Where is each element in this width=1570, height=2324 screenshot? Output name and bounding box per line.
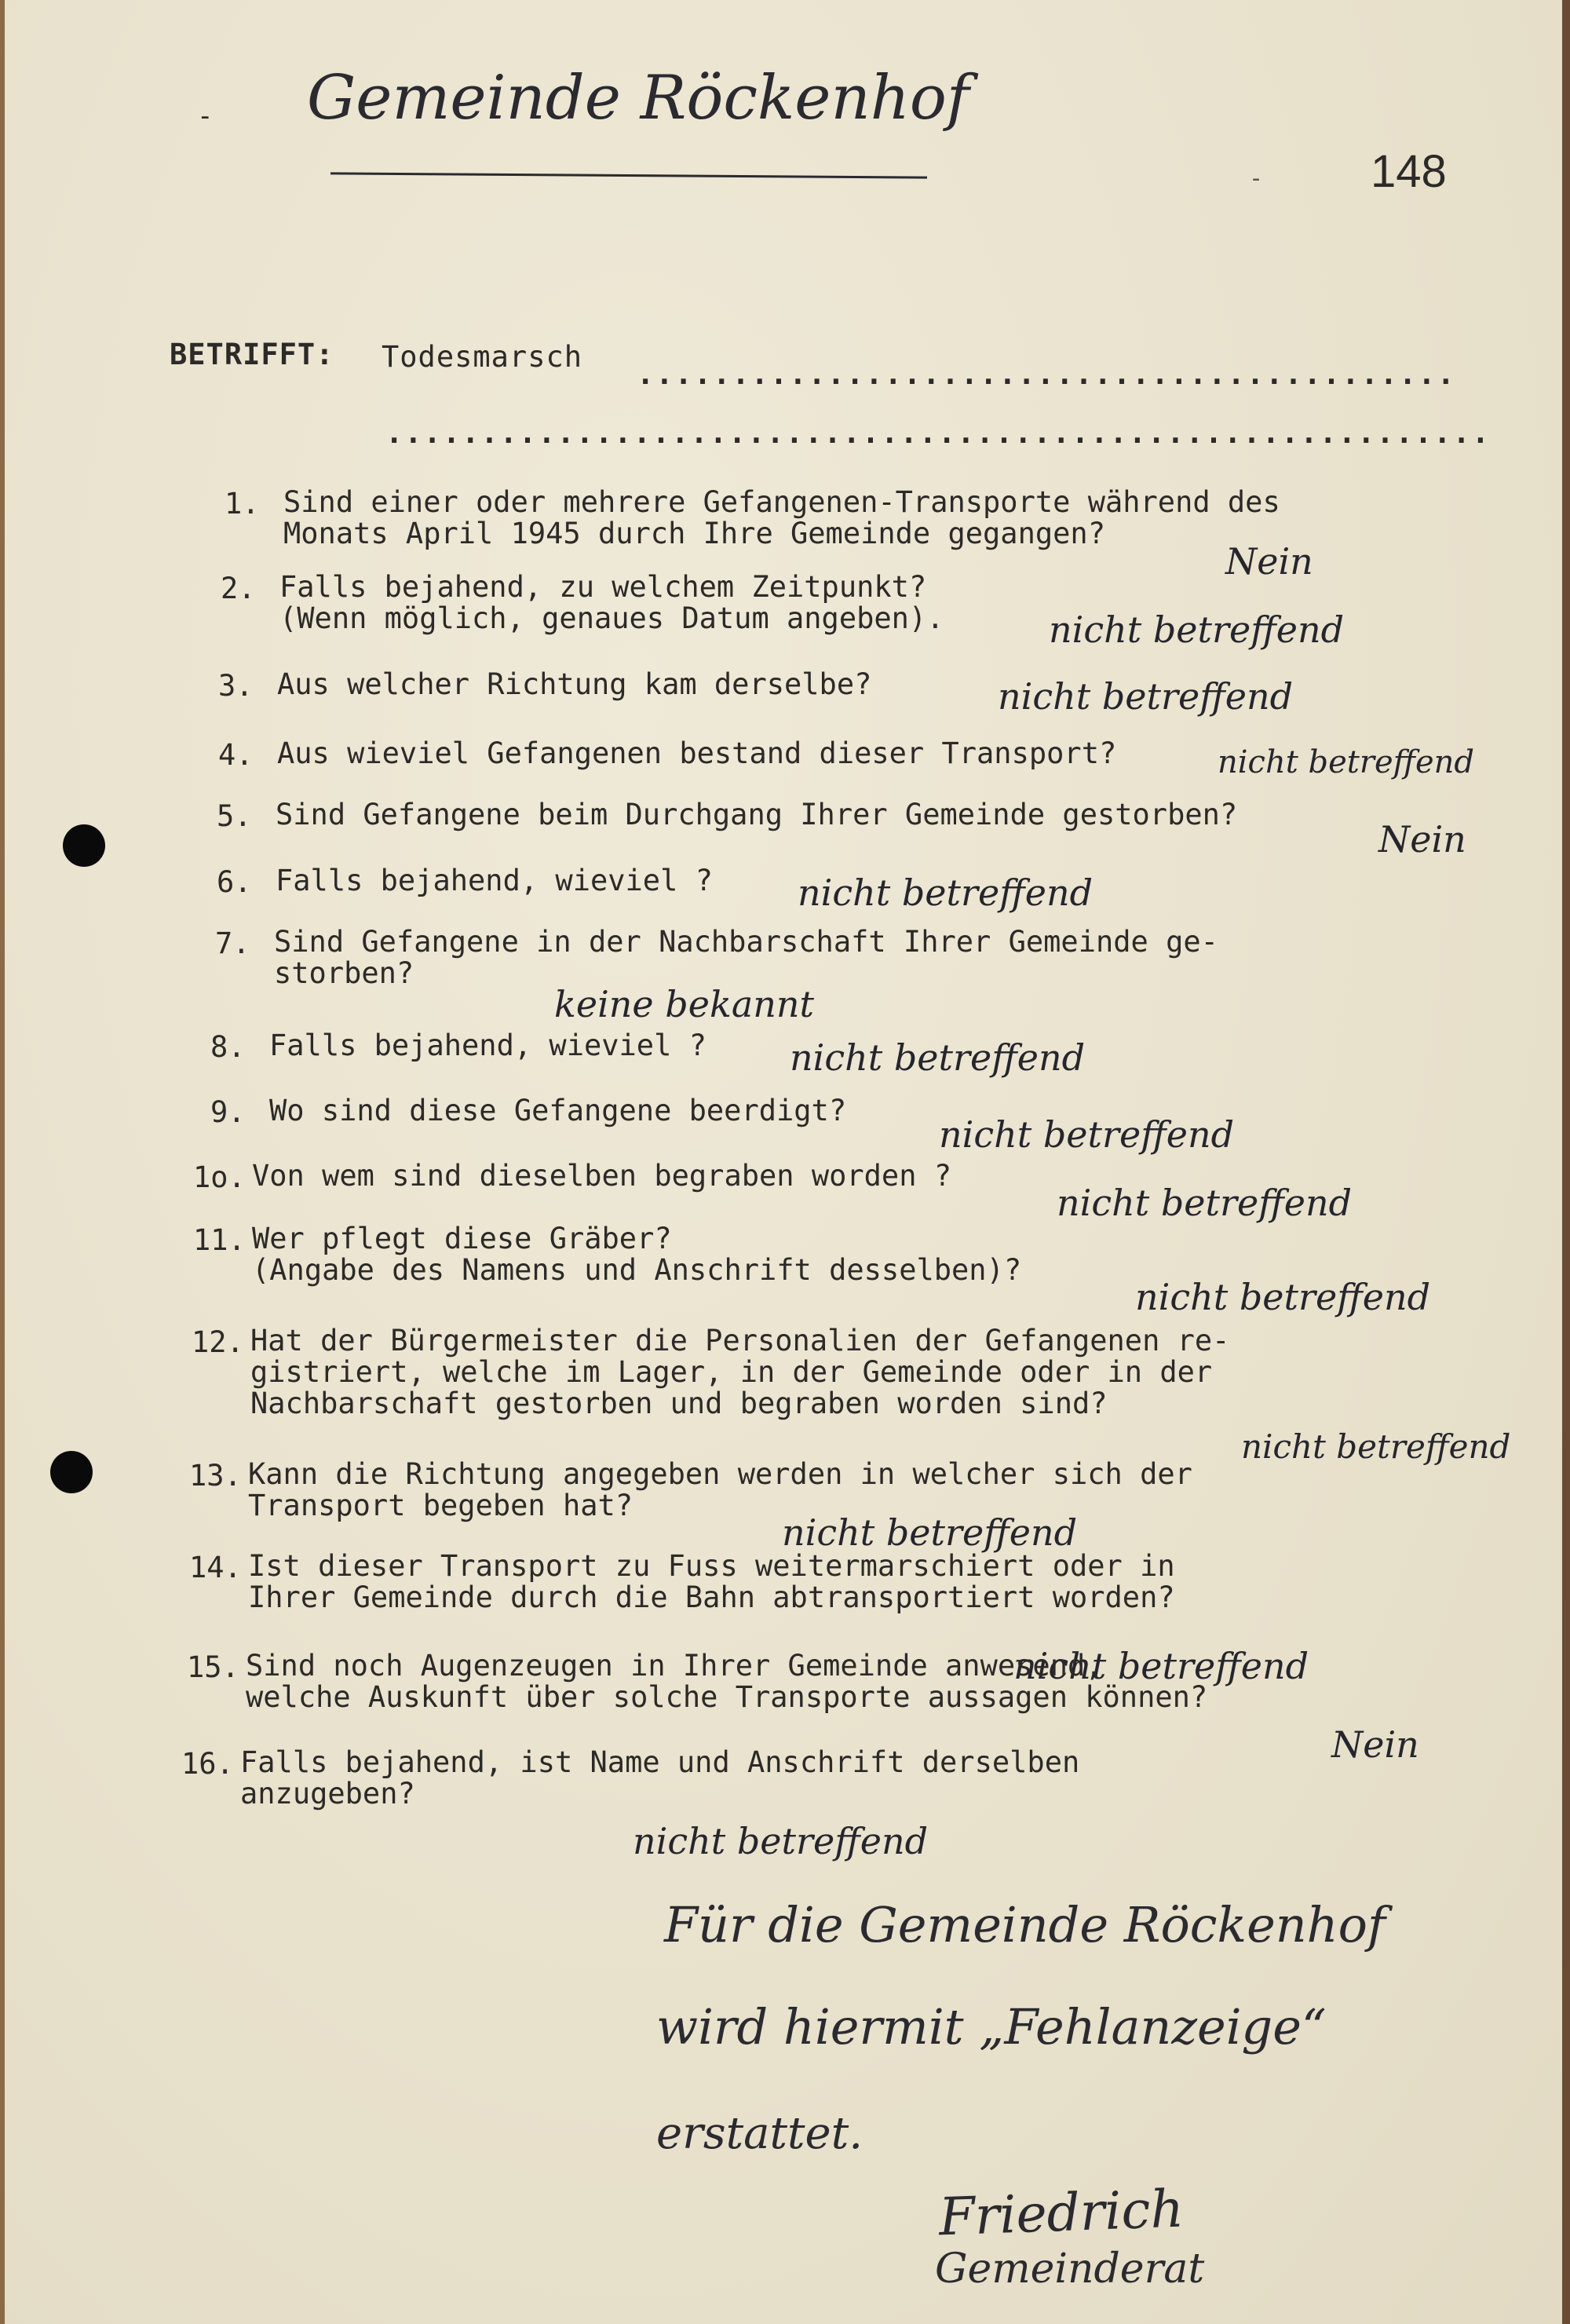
answer-11: nicht betreffend	[1135, 1276, 1431, 1318]
question-text: Ist dieser Transport zu Fuss weitermarschiert oder in Ihrer Gemeinde durch die Bahn abtransportiert worden?	[248, 1549, 1175, 1614]
question-number: 13.	[189, 1459, 242, 1493]
question-text: Sind noch Augenzeugen in Ihrer Gemeinde anwesend, welche Auskunft über solche Transporte aussagen können?	[246, 1649, 1208, 1714]
answer-12: nicht betreffend	[1241, 1427, 1511, 1466]
question-text: Falls bejahend, wieviel ?	[276, 864, 713, 897]
signature-title: Gemeinderat	[935, 2245, 1205, 2293]
subject-dots-1: ...........................................	[637, 357, 1456, 391]
answer-5: Nein	[1378, 818, 1466, 861]
punch-hole-top	[63, 824, 105, 867]
answer-7: keine bekannt	[554, 983, 814, 1025]
question-number: 1o.	[193, 1160, 246, 1194]
municipality-handwritten: Gemeinde Röckenhof	[307, 63, 969, 133]
question-number: 12.	[192, 1325, 244, 1359]
answer-8: nicht betreffend	[790, 1036, 1086, 1079]
question-number: 6.	[217, 865, 252, 899]
question-text: Wo sind diese Gefangene beerdigt?	[269, 1094, 847, 1127]
answer-16: nicht betreffend	[633, 1820, 929, 1862]
subject-label: BETRIFFT:	[170, 338, 334, 371]
question-number: 4.	[218, 738, 254, 772]
question-text: Falls bejahend, ist Name und Anschrift derselben anzugeben?	[240, 1745, 1080, 1811]
closing-line-2: wird hiermit „Fehlanzeige“	[656, 1998, 1327, 2055]
answer-9: nicht betreffend	[939, 1113, 1235, 1156]
question-text: Sind einer oder mehrere Gefangenen-Transporte während des Monats April 1945 durch Ihre Gemeinde gegangen?	[283, 485, 1280, 550]
question-text: Falls bejahend, zu welchem Zeitpunkt? (Wenn möglich, genaues Datum angeben).	[279, 570, 944, 635]
question-number: 3.	[218, 669, 254, 703]
question-number: 11.	[193, 1223, 246, 1257]
question-number: 16.	[181, 1747, 234, 1781]
answer-2: nicht betreffend	[1049, 608, 1345, 651]
page-edge	[1562, 0, 1570, 2324]
signature: Friedrich	[937, 2178, 1185, 2248]
question-number: 1.	[225, 487, 260, 521]
question-number: 2.	[221, 572, 256, 605]
question-text: Hat der Bürgermeister die Personalien der Gefangenen re- gistriert, welche im Lager, in der Gemeinde oder in der Nachbarschaft gestorben und begraben worden sind?	[250, 1324, 1230, 1420]
question-text: Sind Gefangene beim Durchgang Ihrer Gemeinde gestorben?	[276, 798, 1238, 831]
question-number: 15.	[187, 1650, 239, 1684]
question-text: Wer pflegt diese Gräber? (Angabe des Namens und Anschrift desselben)?	[252, 1222, 1022, 1287]
answer-10: nicht betreffend	[1057, 1182, 1353, 1224]
question-number: 8.	[210, 1030, 246, 1064]
question-text: Sind Gefangene in der Nachbarschaft Ihrer Gemeinde ge- storben?	[274, 925, 1218, 990]
question-text: Aus wieviel Gefangenen bestand dieser Transport?	[277, 736, 1117, 770]
closing-line-3: erstattet.	[656, 2108, 863, 2159]
answer-1: Nein	[1225, 540, 1313, 583]
subject-value: Todesmarsch	[382, 340, 583, 374]
answer-14: nicht betreffend	[1013, 1645, 1309, 1687]
closing-line-1: Für die Gemeinde Röckenhof	[664, 1896, 1386, 1953]
answer-15: Nein	[1331, 1723, 1419, 1766]
page-number: 148	[1371, 146, 1447, 197]
answer-3: nicht betreffend	[998, 675, 1294, 718]
question-number: 9.	[210, 1095, 246, 1129]
question-number: 7.	[215, 926, 250, 960]
answer-6: nicht betreffend	[798, 872, 1094, 914]
question-number: 5.	[217, 799, 252, 833]
question-number: 14.	[189, 1551, 242, 1584]
municipality-underline	[330, 172, 927, 178]
answer-4: nicht betreffend	[1218, 744, 1475, 780]
question-text: Von wem sind dieselben begraben worden ?	[252, 1159, 952, 1193]
stamp-mark: -	[1249, 165, 1265, 192]
answer-13: nicht betreffend	[782, 1511, 1078, 1554]
dash-mark: -	[197, 100, 214, 132]
question-text: Kann die Richtung angegeben werden in welcher sich der Transport begeben hat?	[248, 1457, 1192, 1522]
punch-hole-bottom	[50, 1451, 93, 1493]
question-text: Aus welcher Richtung kam derselbe?	[277, 667, 872, 701]
subject-dots-2: ..........................................................	[385, 416, 1492, 450]
question-text: Falls bejahend, wieviel ?	[269, 1029, 706, 1062]
